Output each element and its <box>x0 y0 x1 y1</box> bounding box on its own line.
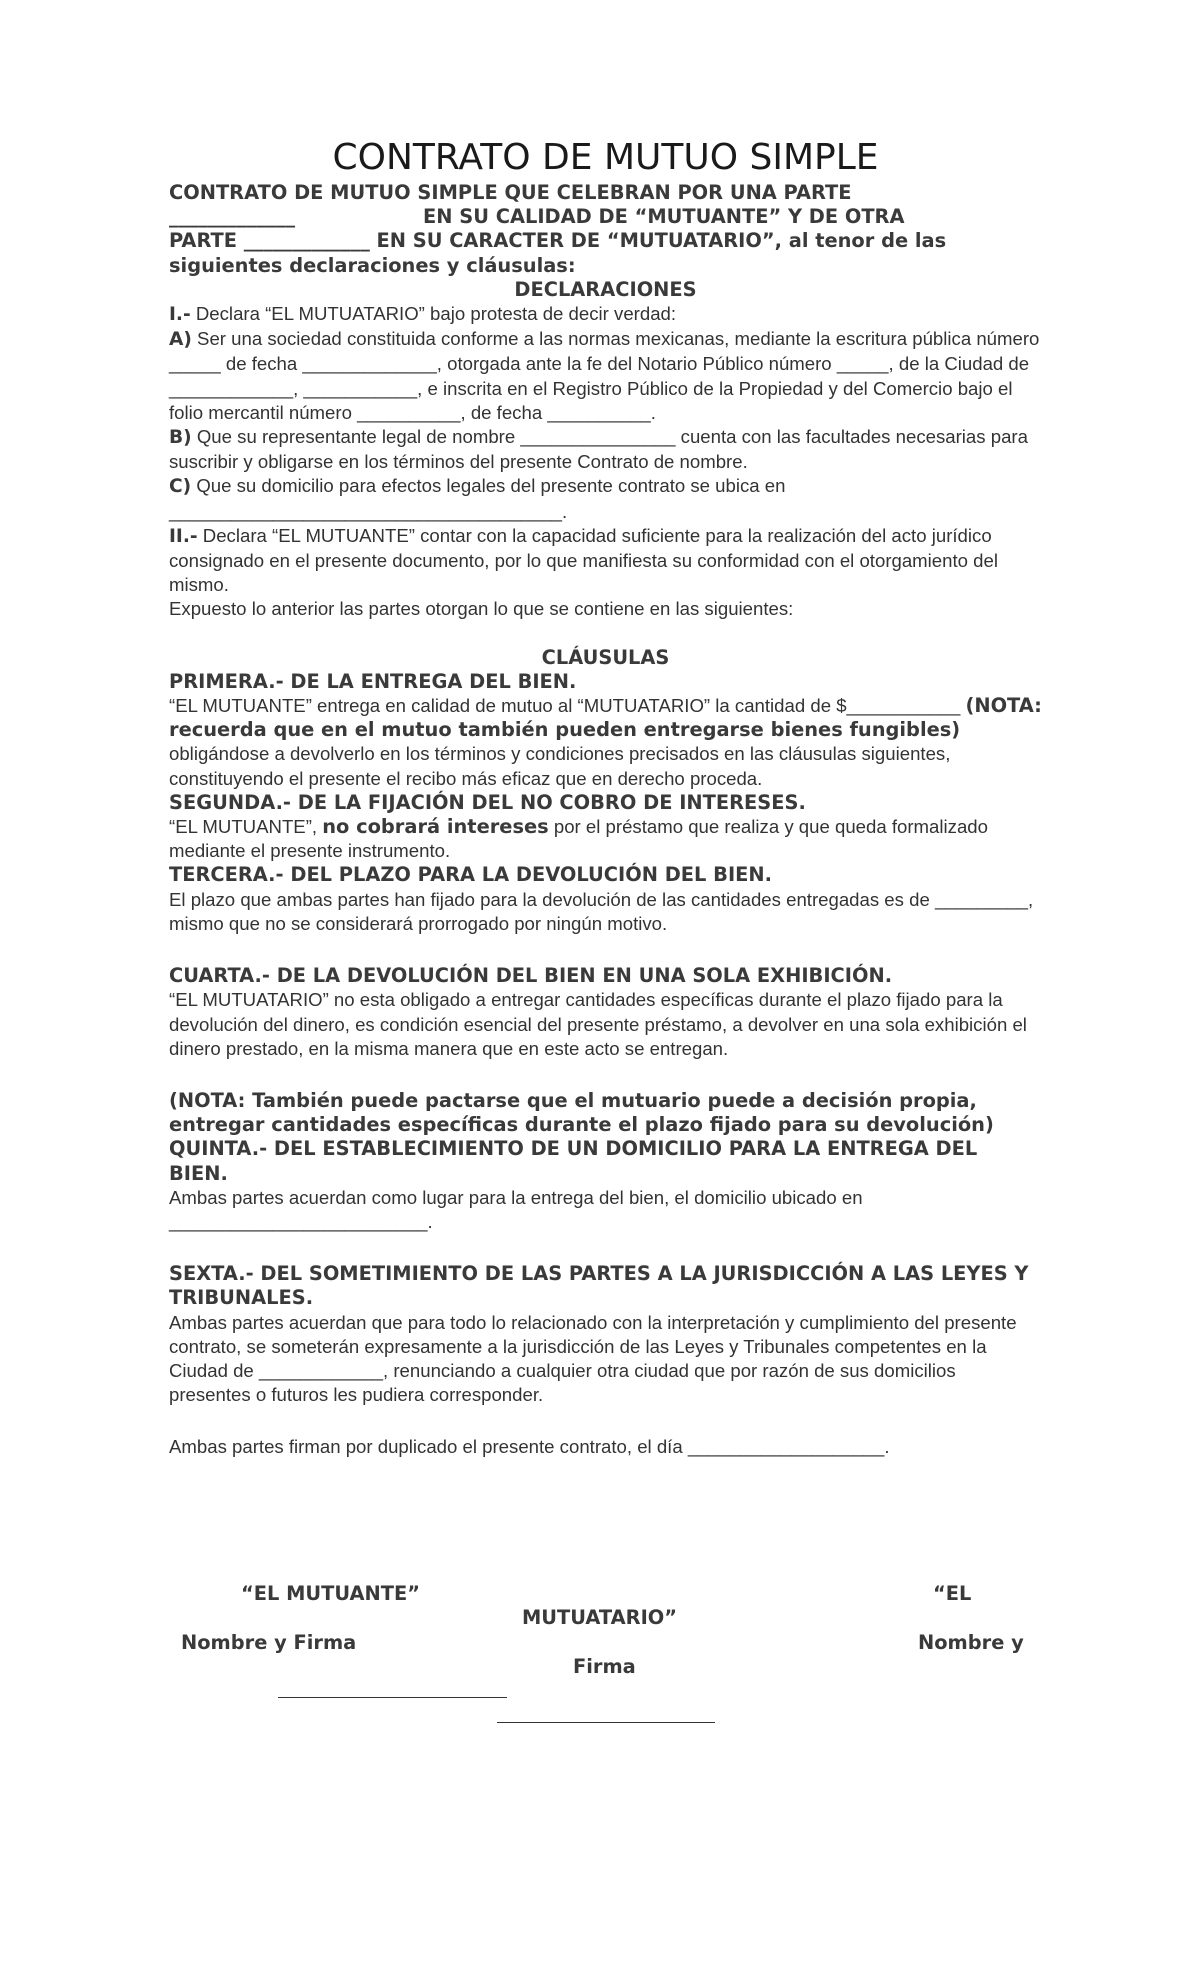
primera-nota: (NOTA: recuerda que en el mutuo también pueden entregarse bienes fungibles) <box>169 694 1042 742</box>
mutuante-label: “EL MUTUANTE” <box>241 1582 420 1605</box>
intro-line-3: PARTE _____________ EN SU CARACTER DE “MUTUATARIO”, al tenor de las siguientes declaraciones y cláusulas: <box>169 229 947 277</box>
segunda-bold: no cobrará intereses <box>322 815 549 839</box>
mutuatario-sub-b: Firma <box>573 1655 636 1678</box>
tercera-text: El plazo que ambas partes han fijado para la devolución de las cantidades entregadas es de _________, mismo que no se considerará prorrogado por ningún motivo. <box>169 888 1034 934</box>
declaracion-a-text: Ser una sociedad constituida conforme a las normas mexicanas, mediante la escritura pública número _____ de fecha _____________, otorgada ante la fe del Notario Público número _____, de la Ciudad de ____________, ___________, e inscrita en el Registro Público de la Propiedad y del Comercio bajo el folio mercantil número __________, de fecha __________. <box>169 328 1040 423</box>
cuarta-heading: CUARTA.- DE LA DEVOLUCIÓN DEL BIEN EN UNA SOLA EXHIBICIÓN. <box>169 964 893 988</box>
mutuante-signature-line <box>278 1697 507 1698</box>
mutuatario-label-a: “EL <box>933 1582 972 1605</box>
firma-text: Ambas partes firman por duplicado el presente contrato, el día ___________________. <box>169 1436 890 1458</box>
spacer <box>169 622 1042 646</box>
declaracion-b <box>169 425 1042 474</box>
segunda-text-a: “EL MUTUANTE”, <box>169 816 323 838</box>
intro-line-2 <box>169 205 1042 229</box>
mutuante-sub: Nombre y Firma <box>181 1631 357 1654</box>
spacer <box>169 1061 1042 1089</box>
tercera-heading: TERCERA.- DEL PLAZO PARA LA DEVOLUCIÓN DEL BIEN. <box>169 863 772 887</box>
expuesto-text: Expuesto lo anterior las partes otorgan lo que se contiene en las siguientes: <box>169 598 794 620</box>
primera-text-b: obligándose a devolverlo en los términos y condiciones precisados en las cláusulas siguientes, constituyendo el presente el recibo más eficaz que en derecho proceda. <box>169 743 951 789</box>
spacer <box>169 1407 1042 1435</box>
document-title: CONTRATO DE MUTUO SIMPLE <box>332 137 879 178</box>
mutuatario-label-b: MUTUATARIO” <box>522 1606 678 1629</box>
declaracion-i-text: Declara “EL MUTUATARIO” bajo protesta de decir verdad: <box>190 303 677 325</box>
declaracion-c-label: C) <box>169 476 192 498</box>
primera-text <box>169 694 1042 791</box>
declaracion-a-label: A) <box>169 329 192 351</box>
contract-intro <box>169 181 1042 278</box>
declaracion-b-text: Que su representante legal de nombre _______________ cuenta con las facultades necesarias para suscribir y obligarse en los términos del presente Contrato de nombre. <box>169 426 1028 473</box>
primera-heading: PRIMERA.- DE LA ENTREGA DEL BIEN. <box>169 669 577 693</box>
sexta-text: Ambas partes acuerdan que para todo lo relacionado con la interpretación y cumplimiento del presente contrato, se someterán expresamente a la jurisdicción de las Leyes y Tribunales competentes en la Ciudad de ____________, renunciando a cualquier otra ciudad que por razón de sus domicilios presentes o futuros les pudiera corresponder. <box>169 1311 1017 1406</box>
intro-line-1: CONTRATO DE MUTUO SIMPLE QUE CELEBRAN POR UNA PARTE <box>169 181 852 204</box>
declaracion-a <box>169 327 1042 425</box>
quinta-heading: QUINTA.- DEL ESTABLECIMIENTO DE UN DOMICILIO PARA LA ENTREGA DEL BIEN. <box>169 1137 978 1185</box>
sexta-heading: SEXTA.- DEL SOMETIMIENTO DE LAS PARTES A LA JURISDICCIÓN A LAS LEYES Y TRIBUNALES. <box>169 1262 1029 1310</box>
spacer <box>169 1234 1042 1262</box>
cuarta-text: “EL MUTUATARIO” no esta obligado a entregar cantidades específicas durante el plazo fijado para la devolución del dinero, es condición esencial del presente préstamo, a devolver en una sola exhibición el dinero prestado, en la misma manera que en este acto se entregan. <box>169 989 1027 1059</box>
clausulas-heading: CLÁUSULAS <box>541 645 670 669</box>
declaracion-i <box>169 302 1042 327</box>
spacer <box>169 936 1042 964</box>
segunda-text <box>169 815 1042 863</box>
segunda-text-b: por el préstamo que realiza y que queda formalizado mediante el presente instrumento. <box>169 816 988 862</box>
declaracion-c <box>169 474 1042 523</box>
declaracion-b-label: B) <box>169 427 192 449</box>
declaracion-ii-text: Declara “EL MUTUANTE” contar con la capacidad suficiente para la realización del acto jurídico consignado en el presente documento, por lo que manifiesta su conformidad con el otorgamiento del mismo. <box>169 524 998 596</box>
quinta-text: Ambas partes acuerdan como lugar para la entrega del bien, el domicilio ubicado en _________________________. <box>169 1186 863 1232</box>
document-body <box>169 137 1042 1460</box>
segunda-heading: SEGUNDA.- DE LA FIJACIÓN DEL NO COBRO DE INTERESES. <box>169 790 806 814</box>
declaracion-c-text: Que su domicilio para efectos legales del presente contrato se ubica en ______________________________________. <box>169 475 786 522</box>
declaraciones-heading: DECLARACIONES <box>514 277 697 301</box>
declaracion-i-label: I.- <box>169 304 191 326</box>
intro-line-2-text: EN SU CALIDAD DE “MUTUANTE” Y DE OTRA <box>423 205 905 229</box>
intro-blank: _____________ <box>169 205 296 229</box>
primera-text-a: “EL MUTUANTE” entrega en calidad de mutuo al “MUTUATARIO” la cantidad de $___________ <box>169 695 966 717</box>
declaracion-ii-label: II.- <box>169 525 198 547</box>
nota-cuarta: (NOTA: También puede pactarse que el mutuario puede a decisión propia, entregar cantidades específicas durante el plazo fijado para su devolución) <box>169 1088 994 1137</box>
mutuatario-signature-line <box>497 1722 715 1723</box>
declaracion-ii <box>169 524 1042 598</box>
mutuatario-sub-a: Nombre y <box>918 1631 1024 1654</box>
